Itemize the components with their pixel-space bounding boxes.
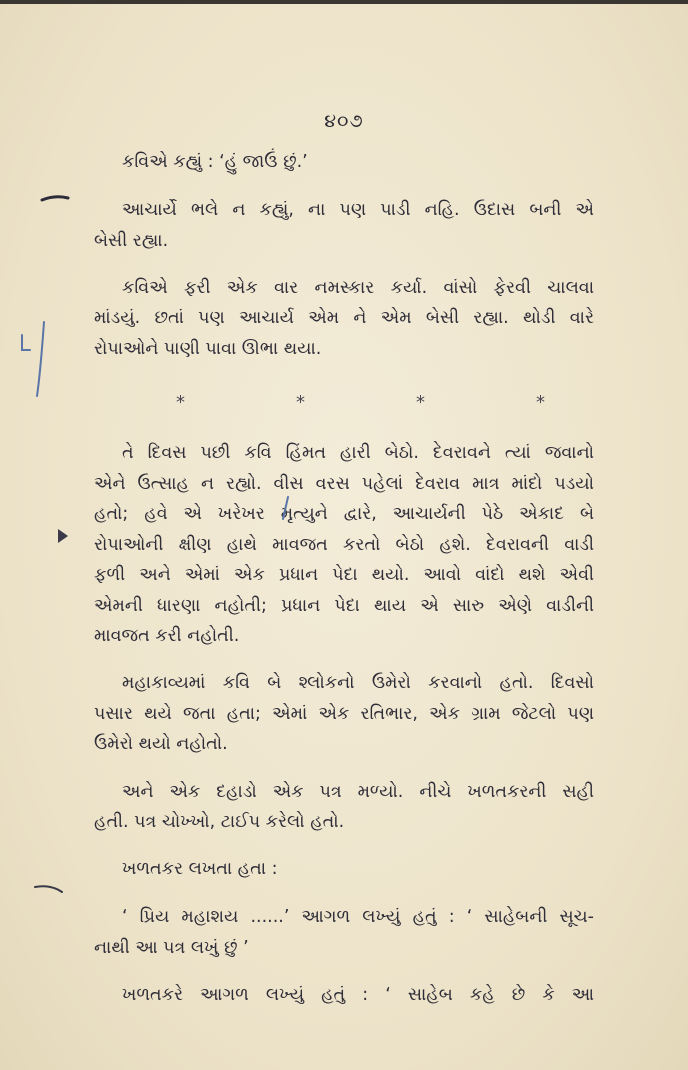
text-line: ખળતકર લખતા હતા :	[122, 859, 278, 879]
text-line: અને એક દહાડો એક પત્ર મળ્યો. નીચે ખળતકરની સહી	[122, 782, 594, 802]
pen-l-mark	[22, 335, 30, 350]
pen-arrow-mark	[58, 529, 68, 543]
text-line: આચાર્યે ભલે ન કહ્યું, ના પણ પાડી નહિ. ઉદાસ બની એ	[122, 200, 594, 220]
page-number: ૪૦૭	[324, 110, 364, 132]
text-line: માંડયું. છતાં પણ આચાર્ય એમ ને એમ બેસી રહ્યા. થોડી વારે	[94, 308, 594, 328]
text-line: એમની ધારણા નહોતી; પ્રધાન પેદા થાય એ સારુ એણે વાડીની	[94, 596, 594, 616]
pen-dash-mark	[42, 197, 68, 200]
text-line: રોપાઓને પાણી પાવા ઊભા થયા.	[94, 339, 322, 359]
text-line: પસાર થયે જતા હતા; એમાં એક રતિભાર, એક ગ્રામ જેટલો પણ	[94, 704, 594, 724]
text-line: ફળી અને એમાં એક પ્રધાન પેદા થયો. આવો વાંદો થશે એવી	[94, 565, 594, 585]
text-line: મહાકાવ્યમાં કવિ બે શ્લોકનો ઉમેરો કરવાનો હતો. દિવસો	[122, 673, 594, 693]
separator-asterisk: *	[296, 392, 305, 413]
text-line: હતી. પત્ર ચોખ્ખો, ટાઈપ કરેલો હતો.	[94, 812, 345, 832]
text-line: એને ઉત્સાહ ન રહ્યો. વીસ વરસ પહેલાં દેવરાવ માત્ર માંદો પડયો	[94, 474, 594, 494]
text-line: નાથી આ પત્ર લખું છું ’	[94, 938, 249, 958]
text-line: બેસી રહ્યા.	[94, 231, 169, 251]
pen-tick-mark	[283, 497, 288, 519]
separator-asterisk: *	[176, 392, 185, 413]
text-line: કવિએ ફરી એક વાર નમસ્કાર કર્યા. વાંસો ફેરવી ચાલવા	[122, 278, 594, 298]
pen-arrow-mark	[35, 886, 62, 892]
text-line: કવિએ કહ્યું : ‘હું જાઉં છું.’	[122, 152, 308, 172]
separator-asterisk: *	[416, 392, 425, 413]
text-line: ‘ પ્રિય મહાશય ......’ આગળ લખ્યું હતું : ‘ સાહેબની સૂચ-	[122, 907, 594, 927]
pen-slash-mark	[37, 322, 44, 396]
text-line: હતો; હવે એ ખરેખર મૃત્યુને દ્વારે, આચાર્યની પેઠે એકાદ બે	[94, 504, 594, 524]
separator-asterisk: *	[536, 392, 545, 413]
text-line: રોપાઓની ક્ષીણ હાથે માવજત કરતો બેઠો હશે. દેવરાવની વાડી	[94, 535, 594, 555]
text-line: ખળતકરે આગળ લખ્યું હતું : ‘ સાહેબ કહે છે કે આ	[122, 985, 594, 1005]
text-line: ઉમેરો થયો નહોતો.	[94, 734, 228, 754]
text-line: માવજત કરી નહોતી.	[94, 626, 240, 646]
text-line: તે દિવસ પછી કવિ હિંમત હારી બેઠો. દેવરાવને ત્યાં જવાનો	[122, 443, 594, 463]
